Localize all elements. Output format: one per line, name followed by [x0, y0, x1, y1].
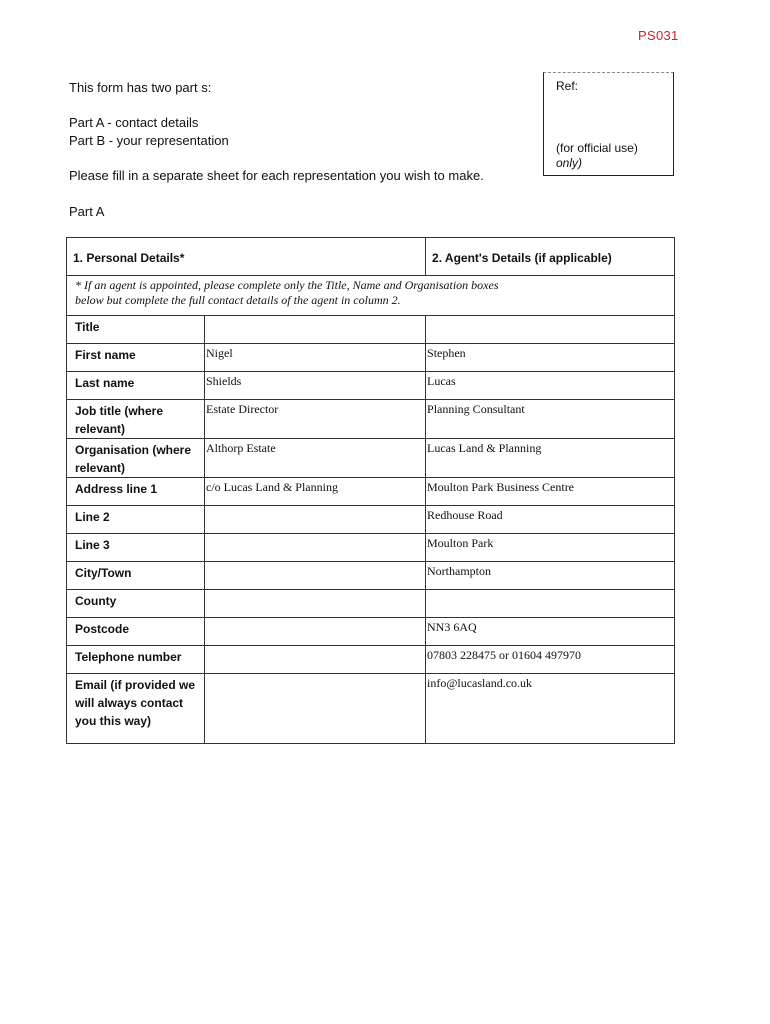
table-row — [67, 344, 675, 372]
personal-job-title-field[interactable]: Estate Director — [205, 400, 426, 439]
agent-first-name-field[interactable]: Stephen — [426, 344, 675, 372]
personal-line-2-field[interactable] — [205, 506, 426, 534]
personal-title-field[interactable] — [205, 316, 426, 344]
intro-instruction: Please fill in a separate sheet for each representation you wish to make. — [69, 168, 484, 183]
field-label-job-title: Job title (where relevant) — [67, 400, 205, 439]
personal-details-header: 1. Personal Details* — [67, 238, 426, 276]
personal-last-name-field[interactable]: Shields — [205, 372, 426, 400]
agent-county-field[interactable] — [426, 590, 675, 618]
intro-parts-line: This form has two part s: — [69, 80, 212, 95]
agent-note — [67, 276, 675, 316]
table-row — [67, 590, 675, 618]
field-label-email: Email (if provided we will always contact you this way) — [67, 674, 205, 744]
ref-label: Ref: — [556, 79, 579, 93]
field-label-last-name: Last name — [67, 372, 205, 400]
table-row — [67, 400, 675, 439]
agent-postcode-field[interactable]: NN3 6AQ — [426, 618, 675, 646]
table-row — [67, 674, 675, 744]
part-a-heading: Part A — [69, 204, 105, 219]
personal-first-name-field[interactable]: Nigel — [205, 344, 426, 372]
table-row — [67, 506, 675, 534]
contact-details-table — [66, 237, 675, 744]
agent-city-town-field[interactable]: Northampton — [426, 562, 675, 590]
table-row — [67, 646, 675, 674]
agent-line-2-field[interactable]: Redhouse Road — [426, 506, 675, 534]
intro-part-a: Part A - contact details — [69, 115, 199, 130]
agent-organisation-field[interactable]: Lucas Land & Planning — [426, 439, 675, 478]
official-use-note-line2: only) — [556, 156, 583, 170]
field-label-first-name: First name — [67, 344, 205, 372]
agent-note-line2: below but complete the full contact details of the agent in column 2. — [75, 293, 401, 307]
agent-details-header: 2. Agent's Details (if applicable) — [426, 238, 675, 276]
agent-line-3-field[interactable]: Moulton Park — [426, 534, 675, 562]
field-label-organisation: Organisation (where relevant) — [67, 439, 205, 478]
field-label-line-3: Line 3 — [67, 534, 205, 562]
intro-part-b: Part B - your representation — [69, 133, 229, 148]
agent-job-title-field[interactable]: Planning Consultant — [426, 400, 675, 439]
table-row — [67, 372, 675, 400]
official-use-note — [556, 141, 668, 171]
personal-email-field[interactable] — [205, 674, 426, 744]
personal-city-town-field[interactable] — [205, 562, 426, 590]
agent-email-field[interactable]: info@lucasland.co.uk — [426, 674, 675, 744]
personal-postcode-field[interactable] — [205, 618, 426, 646]
table-row — [67, 439, 675, 478]
personal-county-field[interactable] — [205, 590, 426, 618]
field-label-address-line-1: Address line 1 — [67, 478, 205, 506]
agent-note-row — [67, 276, 675, 316]
field-label-county: County — [67, 590, 205, 618]
table-row — [67, 316, 675, 344]
reference-code: PS031 — [638, 28, 679, 43]
official-use-box — [543, 72, 674, 176]
table-row — [67, 478, 675, 506]
personal-organisation-field[interactable]: Althorp Estate — [205, 439, 426, 478]
agent-last-name-field[interactable]: Lucas — [426, 372, 675, 400]
field-label-line-2: Line 2 — [67, 506, 205, 534]
official-use-note-line1: (for official use) — [556, 141, 638, 155]
personal-address-line-1-field[interactable]: c/o Lucas Land & Planning — [205, 478, 426, 506]
agent-note-line1: * If an agent is appointed, please complete only the Title, Name and Organisation boxes — [75, 278, 499, 292]
agent-address-line-1-field[interactable]: Moulton Park Business Centre — [426, 478, 675, 506]
field-label-city-town: City/Town — [67, 562, 205, 590]
field-label-postcode: Postcode — [67, 618, 205, 646]
personal-line-3-field[interactable] — [205, 534, 426, 562]
agent-title-field[interactable] — [426, 316, 675, 344]
personal-telephone-number-field[interactable] — [205, 646, 426, 674]
table-row — [67, 618, 675, 646]
table-header-row — [67, 238, 675, 276]
field-label-title: Title — [67, 316, 205, 344]
field-label-telephone-number: Telephone number — [67, 646, 205, 674]
table-row — [67, 562, 675, 590]
agent-telephone-number-field[interactable]: 07803 228475 or 01604 497970 — [426, 646, 675, 674]
table-row — [67, 534, 675, 562]
